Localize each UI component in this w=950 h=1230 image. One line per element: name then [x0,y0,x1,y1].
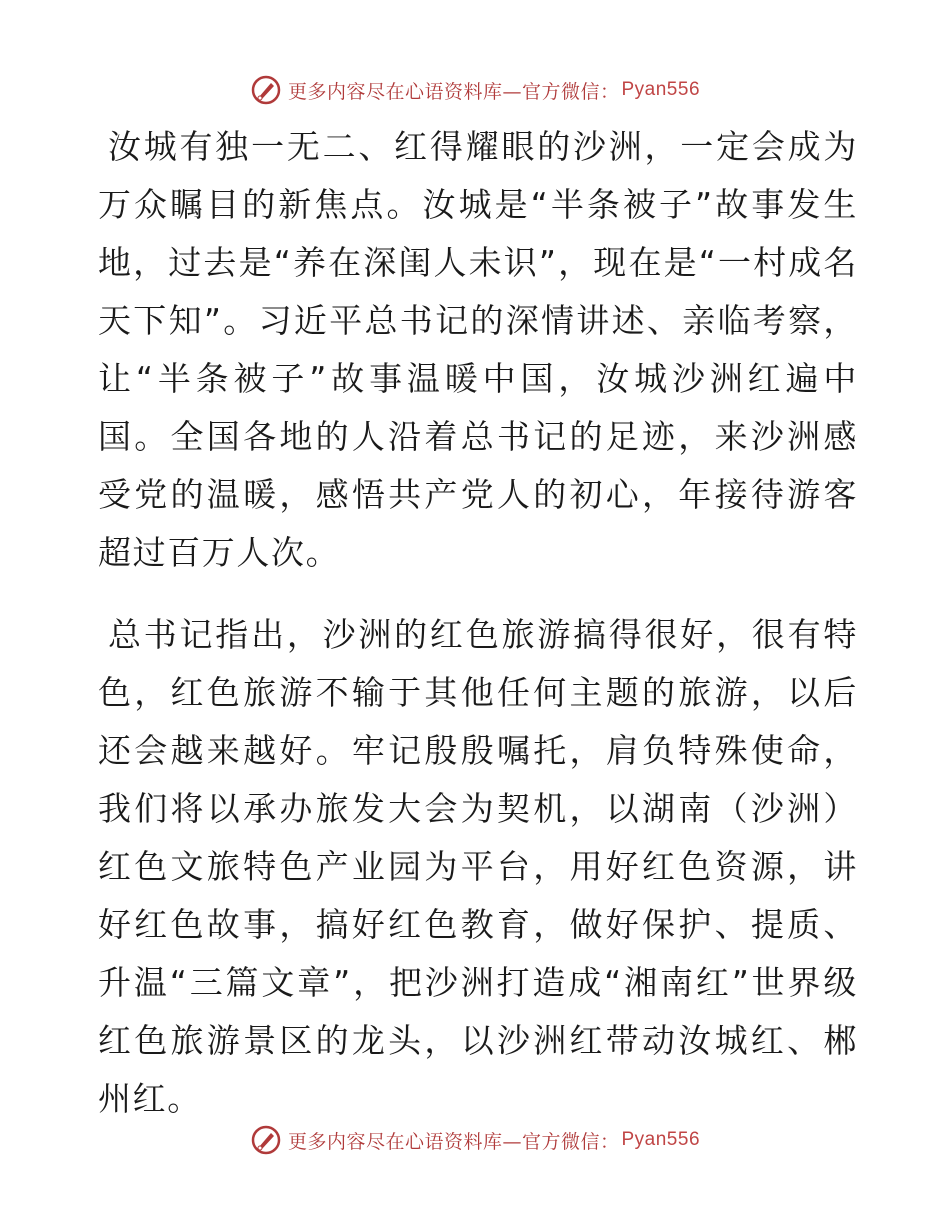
pen-circle-logo-icon [250,74,282,106]
watermark-id: Pyan556 [621,79,701,100]
paragraph-1: 汝城有独一无二、红得耀眼的沙洲，一定会成为万众瞩目的新焦点。汝城是“半条被子”故事发生地，过去是“养在深闺人未识”，现在是“一村成名天下知”。习近平总书记的深情讲述、亲临考察，让“半条被子”故事温暖中国，汝城沙洲红遍中国。全国各地的人沿着总书记的足迹，来沙洲感受党的温暖，感悟共产党人的初心，年接待游客超过百万人次。 [98,127,858,572]
header-watermark [0,70,950,110]
footer-watermark [0,1120,950,1160]
pen-circle-logo-icon [250,1124,282,1156]
paragraph-2: 总书记指出，沙洲的红色旅游搞得很好，很有特色，红色旅游不输于其他任何主题的旅游，以后还会越来越好。牢记殷殷嘱托，肩负特殊使命，我们将以承办旅发大会为契机，以湖南（沙洲）红色文旅特色产业园为平台，用好红色资源，讲好红色故事，搞好红色教育，做好保护、提质、升温“三篇文章”，把沙洲打造成“湘南红”世界级红色旅游景区的龙头，以沙洲红带动汝城红、郴州红。 [98,615,858,1118]
watermark-text: 更多内容尽在心语资料库—官方微信： [287,1130,620,1153]
watermark-text: 更多内容尽在心语资料库—官方微信： [287,80,620,103]
watermark-id: Pyan556 [621,1129,701,1150]
document-body [98,118,858,1152]
